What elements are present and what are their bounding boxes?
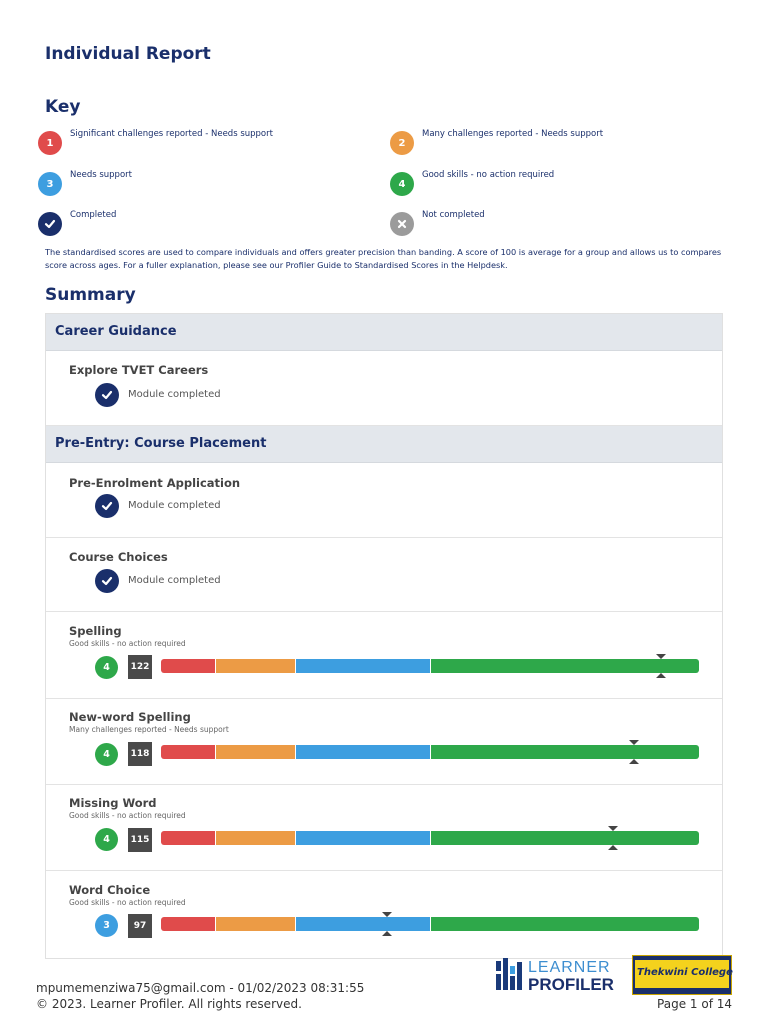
scale-segment-band-2	[215, 745, 296, 759]
module-title: Explore TVET Careers	[69, 363, 209, 377]
key-label: Good skills - no action required	[422, 170, 555, 180]
key-item-3	[38, 172, 132, 196]
scale-segment-band-1	[161, 917, 215, 931]
key-item-4	[390, 172, 554, 196]
standardised-score: 115	[128, 828, 152, 852]
standardised-score: 118	[128, 742, 152, 766]
module-status: Module completed	[128, 389, 221, 400]
assessment-title: Missing Word	[69, 796, 157, 810]
assessment-description: Good skills - no action required	[69, 898, 186, 907]
key-label: Completed	[70, 210, 117, 220]
score-scale	[161, 745, 699, 759]
scale-segment-band-2	[215, 659, 296, 673]
assessment-row	[46, 785, 722, 871]
assessment-description: Many challenges reported - Needs support	[69, 725, 229, 734]
page-title: Individual Report	[45, 44, 211, 64]
band-badge: 4	[95, 656, 118, 679]
college-name: Thekwini College	[637, 967, 733, 978]
check-icon	[95, 494, 119, 518]
band-2-badge: 2	[390, 131, 414, 155]
band-badge: 4	[95, 743, 118, 766]
assessment-title: Word Choice	[69, 883, 151, 897]
module-title: Course Choices	[69, 550, 168, 564]
scale-segment-band-1	[161, 745, 215, 759]
band-3-badge: 3	[38, 172, 62, 196]
key-label: Not completed	[422, 210, 485, 220]
standardised-score: 97	[128, 914, 152, 938]
group-title: Pre-Entry: Course Placement	[55, 436, 267, 451]
scale-segment-band-3	[295, 831, 430, 845]
module-status: Module completed	[128, 575, 221, 586]
assessment-title: Spelling	[69, 624, 122, 638]
summary-panel	[45, 313, 723, 959]
logo-word-profiler: PROFILER	[528, 975, 614, 992]
footer-user-timestamp: mpumemenziwa75@gmail.com - 01/02/2023 08:31:55	[36, 981, 365, 995]
assessment-description: Good skills - no action required	[69, 639, 186, 648]
score-scale	[161, 659, 699, 673]
assessment-description: Good skills - no action required	[69, 811, 186, 820]
score-marker	[608, 826, 618, 850]
learner-profiler-logo	[496, 956, 616, 992]
module-row	[46, 351, 722, 426]
group-title: Career Guidance	[55, 324, 177, 339]
check-icon	[95, 569, 119, 593]
key-label: Many challenges reported - Needs support	[422, 129, 604, 139]
cross-icon	[390, 212, 414, 236]
key-item-completed	[38, 212, 116, 236]
score-marker	[382, 912, 392, 936]
key-label: Significant challenges reported - Needs support	[70, 129, 273, 139]
scale-segment-band-4	[430, 917, 699, 931]
score-marker	[629, 740, 639, 764]
footer-copyright: © 2023. Learner Profiler. All rights reserved.	[36, 997, 302, 1011]
scale-segment-band-2	[215, 917, 296, 931]
score-explanation: The standardised scores are used to compare individuals and offers greater precision than banding. A score of 100 is average for a group and allows us to compares score across ages. For a fuller explanation, please see our Profiler Guide to Standardised Scores in the Helpdesk.	[45, 247, 722, 270]
module-row	[46, 538, 722, 612]
page-number: Page 1 of 14	[657, 997, 732, 1011]
score-scale	[161, 917, 699, 931]
check-icon	[95, 383, 119, 407]
score-marker	[656, 654, 666, 678]
scale-segment-band-1	[161, 831, 215, 845]
group-header-pre-entry	[46, 426, 722, 463]
summary-heading: Summary	[45, 285, 136, 305]
scale-segment-band-1	[161, 659, 215, 673]
key-heading: Key	[45, 97, 81, 117]
assessment-row	[46, 871, 722, 958]
assessment-title: New-word Spelling	[69, 710, 191, 724]
module-title: Pre-Enrolment Application	[69, 476, 241, 490]
module-row	[46, 463, 722, 538]
scale-segment-band-4	[430, 831, 699, 845]
band-4-badge: 4	[390, 172, 414, 196]
scale-segment-band-2	[215, 831, 296, 845]
group-header-career-guidance	[46, 314, 722, 351]
scale-segment-band-3	[295, 745, 430, 759]
key-item-not-completed	[390, 212, 485, 236]
key-item-2	[390, 131, 603, 155]
standardised-score: 122	[128, 655, 152, 679]
band-badge: 4	[95, 828, 118, 851]
score-scale	[161, 831, 699, 845]
scale-segment-band-3	[295, 917, 430, 931]
band-1-badge: 1	[38, 131, 62, 155]
key-item-1	[38, 131, 273, 155]
scale-segment-band-4	[430, 745, 699, 759]
scale-segment-band-3	[295, 659, 430, 673]
key-label: Needs support	[70, 170, 132, 180]
college-logo	[632, 955, 732, 995]
band-badge: 3	[95, 914, 118, 937]
assessment-row	[46, 699, 722, 785]
assessment-row	[46, 612, 722, 699]
module-status: Module completed	[128, 500, 221, 511]
check-icon	[38, 212, 62, 236]
logo-word-learner: LEARNER	[528, 959, 611, 976]
